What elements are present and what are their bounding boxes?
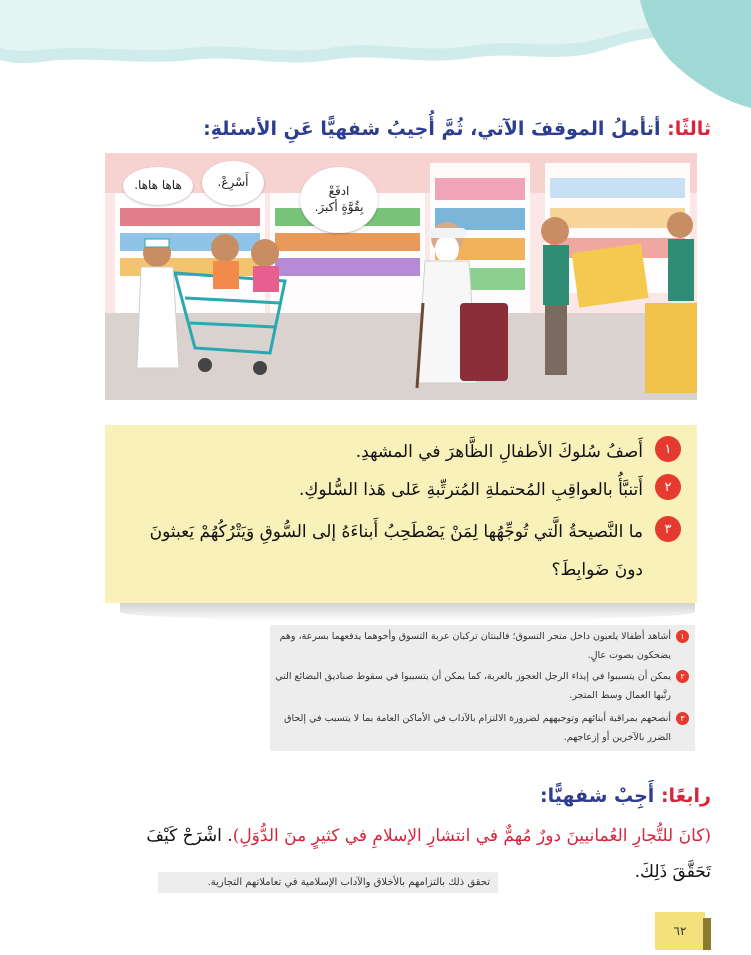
section-four-quote: (كانَ للتُّجارِ العُمانيينَ دورٌ مُهمٌّ في انتشارِ الإسلامِ في كثيرٍ منَ الدُّوَلِ) <box>232 826 711 846</box>
answer-number-badge: ٢ <box>676 670 689 683</box>
supermarket-scene-illustration <box>105 153 697 400</box>
section-four-title <box>540 785 711 807</box>
section-four-text: أَجِبْ شفهيًّا: <box>540 785 655 807</box>
answer-item <box>275 627 689 665</box>
answer-text: يمكن أن يتسببوا في إيذاء الرجل العجوز بالعربة، كما يمكن أن يتسببوا في سقوط صناديق البضائع التي رتَّبها العمال وسط المتجر. <box>275 671 671 701</box>
section-four-lead: رابعًا: <box>660 785 711 807</box>
answer-text: أنصحهم بمراقبة أبنائهم وتوجيههم لضرورة الالتزام بالآداب في الأماكن العامة بما لا يتسبب في إلحاق الضرر بالآخرين أو إزعاجهم. <box>284 713 671 743</box>
questions-panel <box>105 425 697 603</box>
answer-number-badge: ٣ <box>676 712 689 725</box>
speech-bubble-laugh: هاها هاها. <box>123 167 193 205</box>
answer-item <box>275 709 689 747</box>
answer-text: أشاهد أطفالا يلعبون داخل متجر التسوق؛ فالبنتان تركبان عربة التسوق وأخوهما يدفعهما بسرعة، وهم يضحكون بصوت عالٍ. <box>279 631 671 661</box>
answer-number-badge: ١ <box>676 630 689 643</box>
speech-bubble-push-harder: ادفَعْ بِقُوَّةٍ أكبرَ. <box>300 167 378 233</box>
question-number-badge: ٣ <box>655 516 681 542</box>
section-four-instruction: . اشْرَحْ كَيْفَ تَحَقَّقَ ذَلِكَ. <box>146 826 711 882</box>
panel-shadow <box>120 603 695 621</box>
section-three-lead: ثالثًا: <box>667 118 711 140</box>
supermarket-illustration <box>105 153 697 400</box>
section-four-answer: تحقق ذلك بالتزامهم بالأخلاق والآداب الإسلامية في تعاملاتهم التجارية. <box>158 872 498 893</box>
question-number-badge: ٢ <box>655 474 681 500</box>
speech-bubble-faster: أَسْرِعْ. <box>202 161 264 205</box>
section-three-title <box>71 118 711 140</box>
page-number-shadow <box>703 918 711 950</box>
question-text: ما النَّصيحةُ الَّتي تُوجِّهُها لِمَنْ يَصْطَحِبُ أَبناءَهُ إلى السُّوقِ وَيَتْرُكُهُمْ يَعبثونَ دونَ ضَوابِطَ؟ <box>149 522 643 580</box>
header-wave-decoration <box>0 0 751 110</box>
answer-item <box>275 667 689 705</box>
question-text: أَتنبَّأُ بالعواقِبِ المُحتملةِ المُترتِّبةِ عَلى هَذا السُّلوكِ. <box>298 480 643 500</box>
section-three-text: أتأملُ الموقفَ الآتي، ثُمَّ أُجيبُ شفهيًّا عَنِ الأسئلةِ: <box>203 118 661 140</box>
question-item <box>119 471 681 509</box>
page-number: ٦٢ <box>655 912 705 950</box>
answers-box <box>270 625 695 751</box>
question-text: أَصفُ سُلوكَ الأطفالِ الظَّاهرَ في المشهدِ. <box>355 442 643 462</box>
question-item <box>119 433 681 471</box>
question-number-badge: ١ <box>655 436 681 462</box>
question-item <box>119 513 681 589</box>
